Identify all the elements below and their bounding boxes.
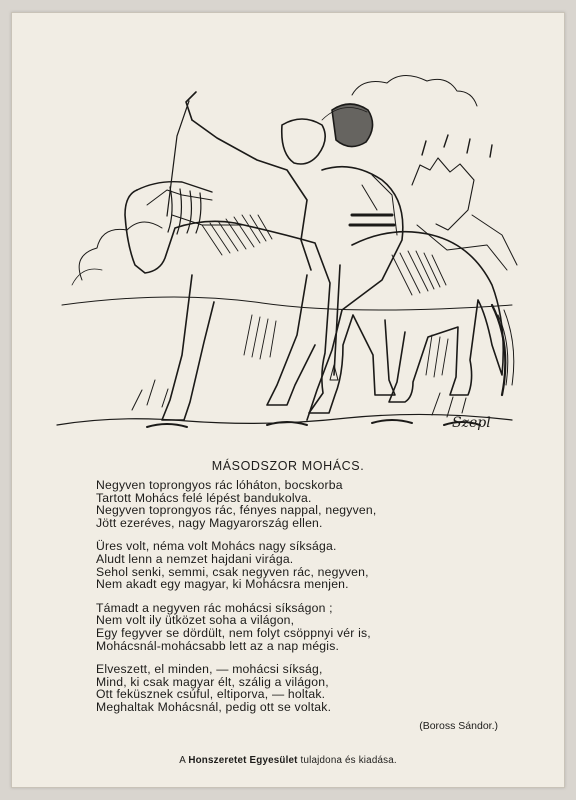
artist-signature: Szepl [452, 415, 491, 431]
poem-line: Nem volt ily ütközet soha a világon, [96, 613, 295, 628]
stanza [96, 663, 536, 713]
poem-line: Mohácsnál-mohácsabb lett az a nap mégis. [96, 638, 340, 653]
poem-line: Tartott Mohács felé lépést bandukolva. [96, 490, 312, 505]
poem-line: Meghaltak Mohácsnál, pedig ott se voltak. [96, 699, 332, 714]
poem-line: Negyven toprongyos rác lóháton, bocskorba [96, 478, 343, 492]
poem-line: Negyven toprongyos rác, fényes nappal, negyven, [96, 503, 377, 518]
poem-line: Aludt lenn a nemzet hajdani virága. [96, 551, 294, 566]
poem-line: Támadt a negyven rác mohácsi síkságon ; [96, 600, 333, 615]
poem-line: Sehol senki, semmi, csak negyven rác, negyven, [96, 564, 369, 579]
poem-author: (Boross Sándor.) [419, 720, 498, 732]
stanza [96, 540, 536, 590]
publisher-footer [12, 755, 564, 766]
stanza [96, 479, 536, 529]
poem-line: Üres volt, néma volt Mohács nagy síksága. [96, 539, 337, 554]
poem-line: Jött ezeréves, nagy Magyarország ellen. [96, 515, 323, 530]
stanza [96, 602, 536, 652]
footer-suffix: tulajdona és kiadása. [300, 755, 397, 766]
publisher-name: Honszeretet Egyesület [188, 755, 298, 766]
poem-line: Nem akadt egy magyar, ki Mohácsra menjen. [96, 577, 349, 592]
postcard [11, 12, 565, 788]
poem-line: Mind, ki csak magyar élt, szálig a világon, [96, 674, 329, 689]
poem-title: MÁSODSZOR MOHÁCS. [211, 459, 365, 473]
poem-line: Elveszett, el minden, — mohácsi síkság, [96, 662, 323, 677]
poem-line: Egy fegyver se dördült, nem folyt csöppnyi vér is, [96, 625, 371, 640]
poem-line: Ott feküsznek csúful, eltiporva, — holtak. [96, 687, 326, 702]
poem-body [96, 479, 536, 725]
footer-prefix: A [179, 755, 186, 766]
horsemen-illustration [52, 65, 522, 445]
